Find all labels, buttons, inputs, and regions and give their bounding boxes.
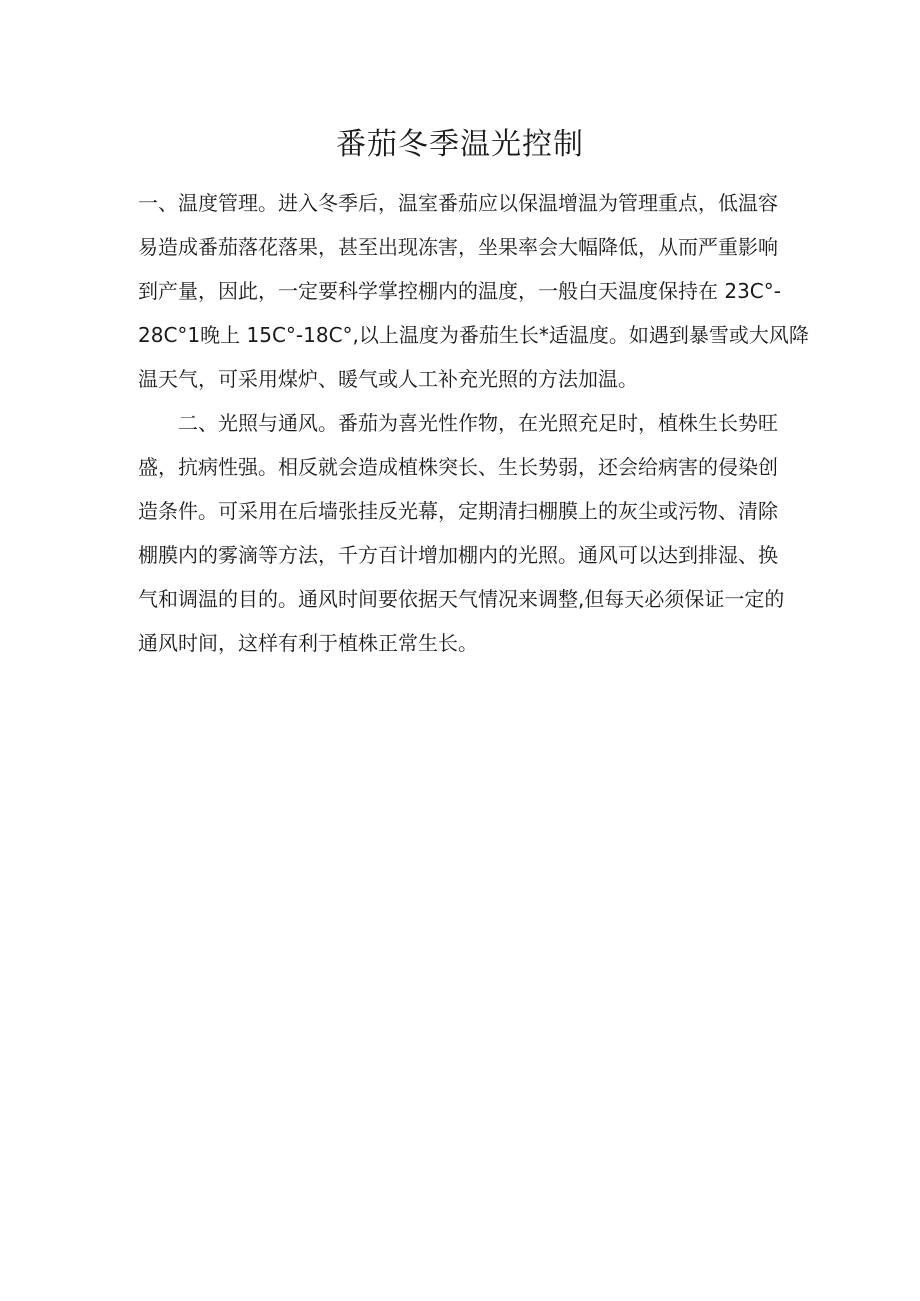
paragraph-line: 棚膜内的雾滴等方法，千方百计增加棚内的光照。通风可以达到排湿、换: [138, 543, 778, 567]
document-title: 番茄冬季温光控制: [336, 127, 584, 162]
paragraph-line: 通风时间，这样有利于植株正常生长。: [138, 631, 478, 655]
paragraph-line: 盛，抗病性强。相反就会造成植株突长、生长势弱，还会给病害的侵染创: [138, 455, 778, 479]
paragraph-line: 造条件。可采用在后墙张挂反光幕，定期清扫棚膜上的灰尘或污物、清除: [138, 499, 778, 523]
paragraph-line: 28C°1晚上 15C°-18C°,以上温度为番茄生长*适温度。如遇到暴雪或大风降: [138, 323, 809, 347]
paragraph-line: 易造成番茄落花落果，甚至出现冻害，坐果率会大幅降低，从而严重影响: [138, 235, 778, 259]
paragraph-line: 二、光照与通风。番茄为喜光性作物，在光照充足时，植株生长势旺: [178, 411, 778, 435]
paragraph-line: 温天气，可采用煤炉、暖气或人工补充光照的方法加温。: [138, 367, 638, 391]
paragraph-line: 到产量，因此，一定要科学掌控棚内的温度，一般白天温度保持在 23C°-: [138, 279, 781, 303]
paragraph-line: 一、温度管理。进入冬季后，温室番茄应以保温增温为管理重点，低温容: [138, 191, 778, 215]
paragraph-line: 气和调温的目的。通风时间要依据天气情况来调整,但每天必须保证一定的: [138, 587, 785, 611]
